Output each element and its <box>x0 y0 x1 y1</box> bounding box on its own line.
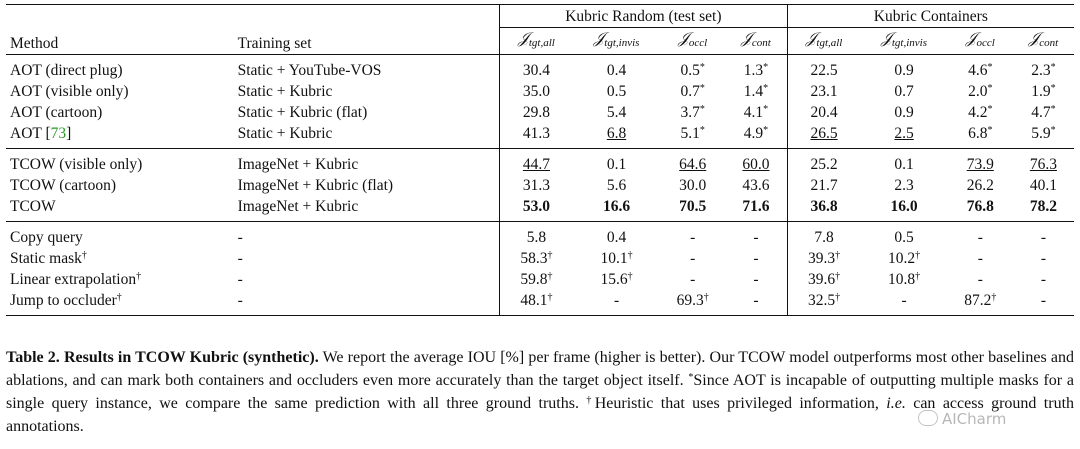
value-text: 0.1 <box>894 156 914 173</box>
value-text: - <box>753 229 759 246</box>
value-text: 41.3 <box>522 125 551 142</box>
value-text: 5.9 <box>1031 125 1051 142</box>
value-text: 2.3 <box>894 177 914 194</box>
method-cell <box>6 222 234 249</box>
value-cell <box>660 123 725 149</box>
value-cell <box>660 81 725 102</box>
value-footnote-mark: * <box>699 104 705 115</box>
value-text: - <box>613 292 620 309</box>
method-name: Static mask <box>10 250 82 267</box>
value-cell <box>725 196 787 222</box>
value-cell <box>725 55 787 82</box>
value-footnote-mark: † <box>991 292 997 303</box>
value-cell <box>500 81 573 102</box>
metric-header <box>948 28 1013 55</box>
value-cell <box>860 175 947 196</box>
value-text: 73.9 <box>966 156 994 173</box>
method-name: Linear extrapolation <box>10 271 137 288</box>
value-footnote-mark: * <box>1050 62 1056 73</box>
value-cell <box>500 102 573 123</box>
caption-body: We report the average IOU [%] per frame (higher is better). Our TCOW model outperforms most other baselines and ablations, and can mark both containers and occluders even more accurately than the target object itself. <box>6 349 1075 389</box>
group-header-random: Kubric Random (test set) <box>500 5 788 28</box>
value-cell <box>725 175 787 196</box>
caption-note2-mark: † <box>586 395 595 406</box>
value-cell <box>1013 248 1074 269</box>
value-cell <box>1013 290 1074 316</box>
value-text: 20.4 <box>810 104 838 121</box>
value-cell <box>725 81 787 102</box>
value-cell <box>573 149 660 176</box>
value-text: 0.4 <box>606 62 627 79</box>
training-cell: - <box>234 222 500 249</box>
value-cell <box>948 123 1013 149</box>
value-text: 30.4 <box>522 62 551 79</box>
value-cell <box>948 175 1013 196</box>
training-cell: Static + Kubric <box>237 125 333 142</box>
table-row <box>6 248 1074 269</box>
value-text: 3.7 <box>680 104 700 121</box>
value-cell <box>500 175 573 196</box>
value-footnote-mark: † <box>915 250 921 261</box>
method-cell <box>6 102 234 123</box>
value-cell <box>1013 81 1074 102</box>
value-cell <box>948 222 1013 249</box>
table-row <box>6 55 1074 82</box>
value-cell <box>787 81 860 102</box>
value-text: 40.1 <box>1029 177 1057 194</box>
metric-header <box>725 28 787 55</box>
caption-note1: Since AOT is incapable of outputting multiple masks for a single query instance, we compare the same prediction with all three ground truths. <box>6 372 1074 412</box>
value-cell <box>660 290 725 316</box>
value-footnote-mark: * <box>987 104 993 115</box>
value-text: 58.3 <box>520 250 548 267</box>
value-text: 15.6 <box>600 271 628 288</box>
metric-header <box>500 28 573 55</box>
value-cell <box>500 269 573 290</box>
value-cell <box>500 55 573 82</box>
value-text: 5.6 <box>606 177 627 194</box>
value-text: 29.8 <box>522 104 551 121</box>
value-text: 0.4 <box>606 229 627 246</box>
method-cell: AOT [73] <box>10 125 72 142</box>
method-cell <box>6 149 234 176</box>
method-footnote-mark: † <box>116 292 122 303</box>
value-cell <box>573 175 660 196</box>
group-header-containers: Kubric Containers <box>787 5 1074 28</box>
value-footnote-mark: * <box>987 62 993 73</box>
value-text: 16.6 <box>602 198 631 215</box>
value-cell <box>948 149 1013 176</box>
value-cell <box>1013 102 1074 123</box>
value-text: - <box>977 229 983 246</box>
training-cell: - <box>237 271 243 288</box>
value-cell <box>860 149 947 176</box>
value-text: 39.6 <box>807 271 836 288</box>
method-name: TCOW (visible only) <box>10 156 143 173</box>
value-cell <box>787 123 860 149</box>
value-text: - <box>753 292 759 309</box>
value-text: - <box>977 250 983 267</box>
training-cell: Static + YouTube-VOS <box>234 55 500 82</box>
value-cell <box>787 55 860 82</box>
method-name: TCOW (cartoon) <box>10 177 117 194</box>
metric-subscript: cont <box>751 37 771 49</box>
method-cell <box>6 269 234 290</box>
method-name: Jump to occluder <box>10 292 117 309</box>
metric-header <box>1013 28 1074 55</box>
value-footnote-mark: † <box>547 271 553 282</box>
value-footnote-mark: * <box>763 104 769 115</box>
value-text: - <box>753 250 759 267</box>
method-header: Method <box>6 5 234 55</box>
value-cell <box>860 222 947 249</box>
value-text: 76.8 <box>966 198 994 215</box>
value-footnote-mark: † <box>835 292 841 303</box>
value-footnote-mark: † <box>703 292 709 303</box>
method-name: AOT (visible only) <box>10 83 129 100</box>
metric-header <box>860 28 947 55</box>
training-cell: Static + Kubric (flat) <box>237 104 368 121</box>
table-row <box>6 196 1074 222</box>
value-cell <box>948 269 1013 290</box>
value-text: - <box>1040 250 1046 267</box>
value-text: - <box>1040 292 1046 309</box>
metric-symbol: 𝒥 <box>805 30 817 47</box>
value-text: 0.1 <box>606 156 627 173</box>
value-cell <box>660 175 725 196</box>
metric-symbol: 𝒥 <box>593 30 605 47</box>
value-text: 59.8 <box>520 271 548 288</box>
table-row <box>6 123 1074 149</box>
value-cell <box>573 269 660 290</box>
value-cell <box>573 81 660 102</box>
value-text: 0.9 <box>894 62 914 79</box>
value-cell <box>725 149 787 176</box>
table-row <box>6 102 1074 123</box>
value-text: - <box>753 271 759 288</box>
value-text: 22.5 <box>810 62 838 79</box>
value-footnote-mark: † <box>835 250 841 261</box>
value-text: 25.2 <box>810 156 838 173</box>
training-header: Training set <box>234 5 500 55</box>
table-row <box>6 149 1074 176</box>
method-cell <box>6 290 234 316</box>
value-text: - <box>690 229 696 246</box>
value-text: - <box>1040 271 1046 288</box>
value-text: 0.9 <box>894 104 914 121</box>
value-cell <box>573 196 660 222</box>
value-text: 10.2 <box>888 250 916 267</box>
value-cell <box>500 222 573 249</box>
value-cell <box>948 248 1013 269</box>
value-cell <box>725 123 787 149</box>
value-cell <box>860 290 947 316</box>
value-cell <box>948 102 1013 123</box>
value-text: 1.9 <box>1031 83 1051 100</box>
table-body <box>6 55 1074 316</box>
table-row <box>6 269 1074 290</box>
value-cell <box>573 222 660 249</box>
value-cell <box>660 196 725 222</box>
method-cell <box>6 248 234 269</box>
value-cell <box>500 290 573 316</box>
value-footnote-mark: * <box>1050 83 1056 94</box>
table-row <box>6 290 1074 316</box>
value-text: 39.3 <box>807 250 836 267</box>
value-footnote-mark: † <box>547 292 553 303</box>
header-row-groups <box>6 5 1074 28</box>
value-cell <box>660 55 725 82</box>
value-cell <box>725 269 787 290</box>
metric-subscript: tgt,invis <box>891 37 927 49</box>
value-text: 26.5 <box>810 125 838 142</box>
value-text: - <box>690 250 696 267</box>
value-text: 4.7 <box>1031 104 1051 121</box>
training-cell: ImageNet + Kubric <box>234 149 500 176</box>
value-text: 70.5 <box>679 198 707 215</box>
value-footnote-mark: † <box>547 250 553 261</box>
value-text: 4.9 <box>743 125 764 142</box>
value-cell <box>500 248 573 269</box>
metric-symbol: 𝒥 <box>965 30 977 47</box>
method-name: AOT (cartoon) <box>10 104 103 121</box>
table-caption <box>6 346 1074 438</box>
value-cell <box>948 290 1013 316</box>
metric-subscript: occl <box>688 37 708 49</box>
watermark <box>918 410 1006 428</box>
value-text: 30.0 <box>679 177 707 194</box>
value-text: 23.1 <box>810 83 838 100</box>
value-cell <box>860 248 947 269</box>
value-text: 4.6 <box>968 62 988 79</box>
value-cell <box>1013 196 1074 222</box>
metric-header <box>787 28 860 55</box>
value-cell <box>860 55 947 82</box>
value-footnote-mark: † <box>915 271 921 282</box>
value-text: 2.3 <box>1031 62 1051 79</box>
value-cell <box>787 248 860 269</box>
method-name: AOT <box>10 125 46 142</box>
value-cell <box>660 269 725 290</box>
value-cell <box>1013 149 1074 176</box>
value-text: 2.0 <box>968 83 988 100</box>
caption-note2-ie: i.e. <box>886 395 906 412</box>
training-cell: - <box>237 250 243 267</box>
value-text: 5.1 <box>680 125 700 142</box>
table-row <box>6 222 1074 249</box>
value-text: 43.6 <box>742 177 770 194</box>
value-text: 26.2 <box>966 177 994 194</box>
value-text: 32.5 <box>807 292 836 309</box>
value-cell <box>660 149 725 176</box>
value-cell <box>1013 222 1074 249</box>
metric-subscript: cont <box>1039 37 1059 49</box>
training-cell: - <box>234 290 500 316</box>
value-footnote-mark: * <box>987 83 993 94</box>
metric-symbol: 𝒥 <box>678 30 689 47</box>
citation-link[interactable]: 73 <box>50 125 67 142</box>
value-cell <box>500 196 573 222</box>
value-cell <box>725 290 787 316</box>
value-text: 78.2 <box>1029 198 1057 215</box>
value-cell <box>860 196 947 222</box>
method-footnote-mark: † <box>136 271 142 282</box>
value-text: 10.8 <box>888 271 916 288</box>
method-name: TCOW <box>10 198 56 215</box>
value-footnote-mark: * <box>763 125 769 136</box>
value-cell <box>725 222 787 249</box>
value-cell <box>660 222 725 249</box>
caption-note2-a: Heuristic that uses privileged information, <box>594 395 887 412</box>
value-cell <box>500 149 573 176</box>
value-cell <box>1013 55 1074 82</box>
value-footnote-mark: * <box>763 83 769 94</box>
value-text: 16.0 <box>890 198 918 215</box>
wechat-icon <box>918 410 938 426</box>
method-footnote-mark: † <box>81 250 87 261</box>
value-cell <box>948 55 1013 82</box>
value-text: - <box>1040 229 1046 246</box>
value-cell <box>787 102 860 123</box>
value-text: 6.8 <box>968 125 988 142</box>
value-cell <box>787 175 860 196</box>
value-text: - <box>977 271 983 288</box>
metric-header <box>573 28 660 55</box>
metric-subscript: tgt,invis <box>604 37 640 49</box>
value-footnote-mark: * <box>1050 104 1056 115</box>
value-cell <box>573 102 660 123</box>
method-cell <box>6 55 234 82</box>
value-footnote-mark: * <box>699 83 705 94</box>
method-cell <box>6 175 234 196</box>
value-footnote-mark: † <box>627 271 633 282</box>
table-row <box>6 175 1074 196</box>
value-footnote-mark: * <box>987 125 993 136</box>
value-text: 0.7 <box>894 83 914 100</box>
method-cell <box>6 196 234 222</box>
value-text: 60.0 <box>742 156 770 173</box>
metric-symbol: 𝒥 <box>741 30 752 47</box>
value-cell <box>948 196 1013 222</box>
caption-note1-mark: * <box>688 372 694 383</box>
value-text: 69.3 <box>676 292 704 309</box>
value-text: 0.5 <box>680 62 700 79</box>
value-cell <box>860 102 947 123</box>
value-cell <box>660 248 725 269</box>
caption-label: Table 2. <box>6 349 60 366</box>
value-cell <box>860 123 947 149</box>
value-cell <box>500 123 573 149</box>
value-cell <box>860 269 947 290</box>
value-text: 21.7 <box>810 177 838 194</box>
value-text: 71.6 <box>742 198 770 215</box>
method-name: AOT (direct plug) <box>10 62 123 79</box>
metric-header <box>660 28 725 55</box>
caption-note2-b: can access ground truth annotations. <box>6 395 1075 435</box>
value-cell <box>787 269 860 290</box>
value-text: 6.8 <box>606 125 627 142</box>
metric-symbol: 𝒥 <box>881 30 892 47</box>
value-text: 44.7 <box>522 156 551 173</box>
value-text: 0.7 <box>680 83 700 100</box>
metric-symbol: 𝒥 <box>1028 30 1040 47</box>
value-cell <box>787 196 860 222</box>
value-footnote-mark: * <box>1050 125 1056 136</box>
value-cell <box>1013 269 1074 290</box>
value-text: 87.2 <box>964 292 992 309</box>
value-text: 4.1 <box>743 104 764 121</box>
value-text: 64.6 <box>679 156 707 173</box>
value-text: 1.4 <box>743 83 764 100</box>
training-cell: ImageNet + Kubric <box>237 198 359 215</box>
value-text: 36.8 <box>810 198 838 215</box>
value-cell <box>787 222 860 249</box>
value-cell <box>787 290 860 316</box>
value-text: 5.4 <box>606 104 627 121</box>
metric-subscript: tgt,all <box>816 37 843 49</box>
value-text: 5.8 <box>526 229 547 246</box>
value-cell <box>573 290 660 316</box>
value-footnote-mark: † <box>835 271 841 282</box>
value-text: - <box>690 271 696 288</box>
value-cell <box>1013 123 1074 149</box>
value-text: 35.0 <box>522 83 551 100</box>
value-text: 7.8 <box>814 229 834 246</box>
value-cell <box>573 123 660 149</box>
training-cell: Static + Kubric <box>237 83 333 100</box>
metric-subscript: occl <box>976 37 995 49</box>
value-text: 2.5 <box>894 125 914 142</box>
value-cell <box>573 248 660 269</box>
value-text: 0.5 <box>606 83 627 100</box>
value-footnote-mark: † <box>627 250 633 261</box>
value-text: 10.1 <box>600 250 628 267</box>
metric-symbol: 𝒥 <box>518 30 529 47</box>
value-text: 53.0 <box>522 198 551 215</box>
value-cell <box>725 248 787 269</box>
value-text: 76.3 <box>1029 156 1057 173</box>
value-footnote-mark: * <box>699 125 705 136</box>
value-cell <box>860 81 947 102</box>
caption-title: Results in TCOW Kubric (synthetic). <box>59 349 319 366</box>
value-text: 0.5 <box>894 229 914 246</box>
value-text: - <box>901 292 907 309</box>
value-cell <box>725 102 787 123</box>
training-cell: ImageNet + Kubric (flat) <box>237 177 394 194</box>
value-text: 1.3 <box>743 62 764 79</box>
value-text: 4.2 <box>968 104 988 121</box>
value-cell <box>948 81 1013 102</box>
method-cell <box>6 81 234 102</box>
value-cell <box>573 55 660 82</box>
method-name: Copy query <box>10 229 83 246</box>
value-cell <box>787 149 860 176</box>
table-row <box>6 81 1074 102</box>
value-text: 31.3 <box>522 177 551 194</box>
value-text: 48.1 <box>520 292 548 309</box>
results-table <box>6 4 1074 316</box>
value-footnote-mark: * <box>699 62 705 73</box>
metric-subscript: tgt,all <box>528 37 555 49</box>
watermark-text: AICharm <box>942 410 1007 428</box>
value-cell <box>1013 175 1074 196</box>
value-footnote-mark: * <box>763 62 769 73</box>
value-cell <box>660 102 725 123</box>
